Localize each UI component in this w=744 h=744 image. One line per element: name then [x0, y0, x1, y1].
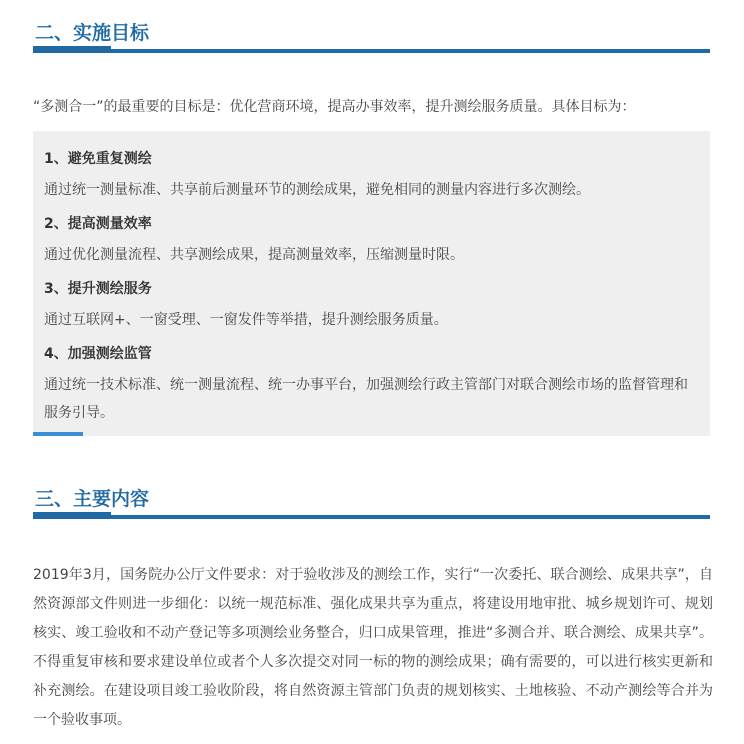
goal-title: 2、提高测量效率: [44, 216, 152, 232]
goal-description: 通过优化测量流程、共享测绘成果，提高测量效率，压缩测量时限。: [44, 247, 464, 263]
goal-item: [44, 213, 694, 269]
section-divider: [33, 49, 710, 53]
divider-accent: [33, 512, 111, 519]
goal-description: 通过互联网+、一窗受理、一窗发件等举措，提升测绘服务质量。: [44, 312, 448, 328]
goal-description: 通过统一测量标准、共享前后测量环节的测绘成果，避免相同的测量内容进行多次测绘。: [44, 182, 590, 198]
goal-description: 通过统一技术标准、统一测量流程、统一办事平台，加强测绘行政主管部门对联合测绘市场的监督管理和服务引导。: [44, 377, 688, 421]
section-header-goals: [33, 20, 710, 53]
section-divider: [33, 515, 710, 519]
section-header-content: [33, 486, 710, 519]
intro-paragraph: “多测合一”的最重要的目标是：优化营商环境，提高办事效率，提升测绘服务质量。具体目标为：: [33, 99, 636, 115]
section-title-goals: 二、实施目标: [35, 22, 150, 44]
goal-item: [44, 343, 694, 427]
divider-accent: [33, 46, 111, 53]
box-bottom-accent: [33, 432, 83, 436]
goal-title: 4、加强测绘监管: [44, 346, 152, 362]
goal-title: 1、避免重复测绘: [44, 151, 152, 167]
section-title-content: 三、主要内容: [35, 488, 150, 510]
content-paragraph: 2019年3月，国务院办公厅文件要求：对于验收涉及的测绘工作，实行“一次委托、联合测绘、成果共享”，自然资源部文件则进一步细化：以统一规范标准、强化成果共享为重点，将建设用地审批、城乡规划许可、规划核实、竣工验收和不动产登记等多项测绘业务整合，归口成果管理，推进“多测合并、联合测绘、成果共享”。不得重复审核和要求建设单位或者个人多次提交对同一标的物的测绘成果；确有需要的，可以进行核实更新和补充测绘。在建设项目竣工验收阶段，将自然资源主管部门负责的规划核实、土地核验、不动产测绘等合并为一个验收事项。: [33, 567, 713, 728]
goal-title: 3、提升测绘服务: [44, 281, 152, 297]
goal-item: [44, 148, 694, 204]
goal-item: [44, 278, 694, 334]
goals-box: [33, 131, 710, 436]
